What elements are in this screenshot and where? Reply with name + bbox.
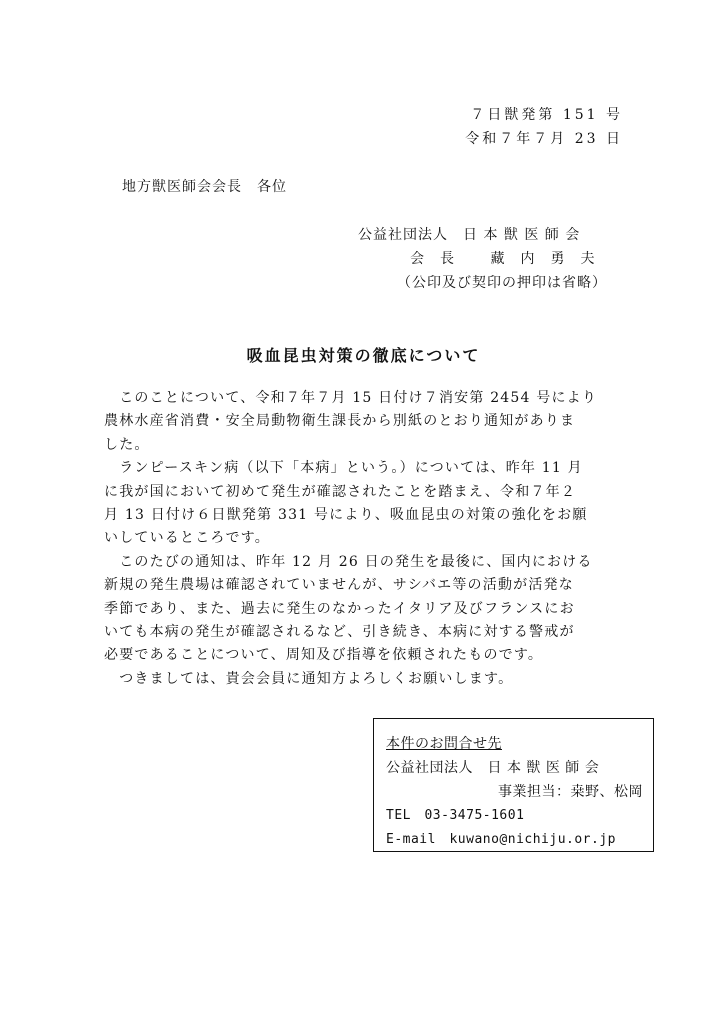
addressee: 地方獣医師会会長 各位	[122, 179, 287, 195]
body-line: に我が国において初めて発生が確認されたことを踏まえ、令和７年２	[104, 483, 577, 500]
document-date: 令和７年７月 23 日	[465, 131, 623, 147]
body-line: 新規の発生農場は確認されていませんが、サシバエ等の活動が活発な	[104, 577, 574, 594]
body-line: ランピースキン病（以下「本病」という。）については、昨年 11 月	[104, 460, 583, 477]
body-line: 季節であり、また、過去に発生のなかったイタリア及びフランスにお	[104, 600, 575, 617]
sender-organization: 公益社団法人 日 本 獣 医 師 会	[358, 227, 581, 243]
seal-note: （公印及び契印の押印は省略）	[397, 275, 607, 291]
contact-phone: TEL 03-3475-1601	[386, 808, 525, 823]
contact-organization: 公益社団法人 日 本 獣 医 師 会	[386, 760, 600, 776]
body-line: 必要であることについて、周知及び指導を依頼されたものです。	[104, 647, 544, 664]
body-line: した。	[104, 436, 150, 453]
body-line: 農林水産省消費・安全局動物衛生課長から別紙のとおり通知がありま	[104, 413, 576, 430]
body-text	[104, 387, 624, 691]
document-title: 吸血昆虫対策の徹底について	[246, 346, 481, 365]
body-line: 月 13 日付け６日獣発第 331 号により、吸血昆虫の対策の強化をお願	[104, 506, 588, 523]
sender-title-name: 会 長 藏 内 勇 夫	[410, 251, 596, 267]
reference-number: ７日獣発第 151 号	[470, 107, 623, 123]
body-line: いても本病の発生が確認されるなど、引き続き、本病に対する警戒が	[104, 623, 575, 640]
body-line: このたびの通知は、昨年 12 月 26 日の発生を最後に、国内における	[104, 553, 593, 570]
body-line: いしているところです。	[104, 530, 270, 547]
contact-person: 事業担当：桒野、松岡	[498, 784, 643, 800]
contact-box	[373, 718, 654, 852]
contact-email[interactable]: E-mail kuwano@nichiju.or.jp	[386, 832, 616, 847]
body-line: つきましては、貴会会員に通知方よろしくお願いします。	[104, 670, 514, 687]
body-line: このことについて、令和７年７月 15 日付け７消安第 2454 号により	[104, 390, 598, 406]
contact-heading: 本件のお問合せ先	[386, 736, 502, 752]
